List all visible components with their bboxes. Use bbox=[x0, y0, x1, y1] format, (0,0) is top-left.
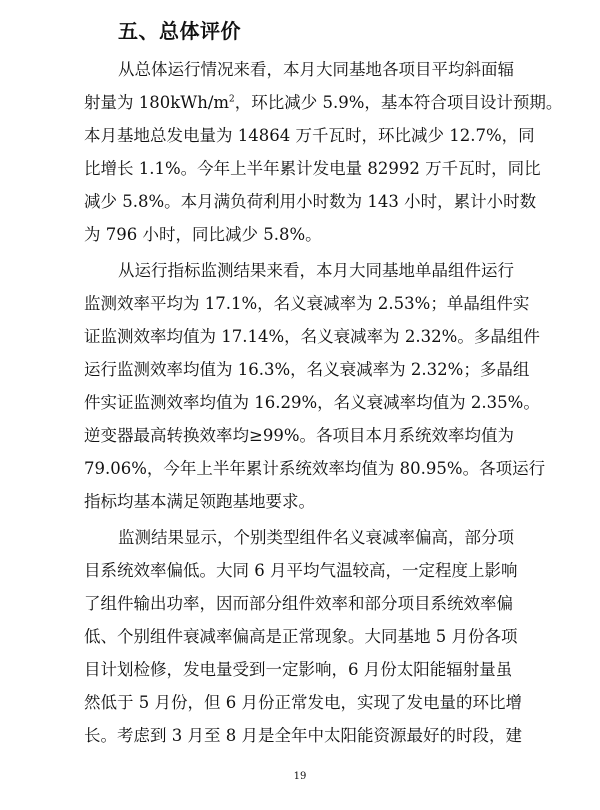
paragraph-2-line-2: 监测效率平均为 17.1%，名义衰减率为 2.53%；单晶组件实 bbox=[84, 294, 530, 313]
paragraph-3-line-5: 目计划检修，发电量受到一定影响，6 月份太阳能辐射量虽 bbox=[84, 660, 513, 679]
paragraph-1-line-3: 本月基地总发电量为 14864 万千瓦时，环比减少 12.7%，同 bbox=[84, 126, 535, 145]
paragraph-3-line-4: 低、个别组件衰减率偏高是正常现象。大同基地 5 月份各项 bbox=[84, 627, 518, 646]
paragraph-3-line-7: 长。考虑到 3 月至 8 月是全年中太阳能资源最好的时段，建 bbox=[84, 726, 522, 745]
paragraph-2-line-7: 79.06%，今年上半年累计系统效率均值为 80.95%。各项运行 bbox=[84, 459, 546, 478]
paragraph-2-line-4: 运行监测效率均值为 16.3%，名义衰减率为 2.32%；多晶组 bbox=[84, 360, 530, 379]
paragraph-1-line-4: 比增长 1.1%。今年上半年累计发电量 82992 万千瓦时，同比 bbox=[84, 159, 541, 178]
paragraph-3-line-3: 了组件输出功率，因而部分组件效率和部分项目系统效率偏 bbox=[84, 594, 513, 613]
paragraph-2-line-3: 证监测效率均值为 17.14%，名义衰减率为 2.32%。多晶组件 bbox=[84, 327, 540, 346]
paragraph-3-line-2: 目系统效率偏低。大同 6 月平均气温较高，一定程度上影响 bbox=[84, 561, 518, 580]
paragraph-2-line-1: 从运行指标监测结果来看，本月大同基地单晶组件运行 bbox=[118, 261, 514, 280]
irradiance-text: 射量为 180kWh/m bbox=[84, 93, 230, 112]
section-heading: 五、总体评价 bbox=[118, 19, 241, 43]
page-number: 19 bbox=[293, 771, 307, 782]
unit-superscript: 2 bbox=[229, 94, 235, 105]
paragraph-2-line-8: 指标均基本满足领跑基地要求。 bbox=[84, 492, 315, 511]
irradiance-text-continued: ，环比减少 5.9%，基本符合项目设计预期。 bbox=[234, 93, 563, 112]
paragraph-3-line-6: 然低于 5 月份，但 6 月份正常发电，实现了发电量的环比增 bbox=[84, 693, 522, 712]
paragraph-1-line-1: 从总体运行情况来看，本月大同基地各项目平均斜面辐 bbox=[118, 60, 514, 79]
paragraph-3-line-1: 监测结果显示，个别类型组件名义衰减率偏高，部分项 bbox=[118, 528, 514, 547]
paragraph-1-line-5: 减少 5.8%。本月满负荷利用小时数为 143 小时，累计小时数 bbox=[84, 192, 537, 211]
paragraph-1-line-2 bbox=[84, 93, 562, 113]
paragraph-2-line-6: 逆变器最高转换效率均≥99%。各项目本月系统效率均值为 bbox=[84, 426, 514, 445]
paragraph-2-line-5: 件实证监测效率均值为 16.29%，名义衰减率均值为 2.35%。 bbox=[84, 393, 540, 412]
paragraph-1-line-6: 为 796 小时，同比减少 5.8%。 bbox=[84, 225, 322, 244]
